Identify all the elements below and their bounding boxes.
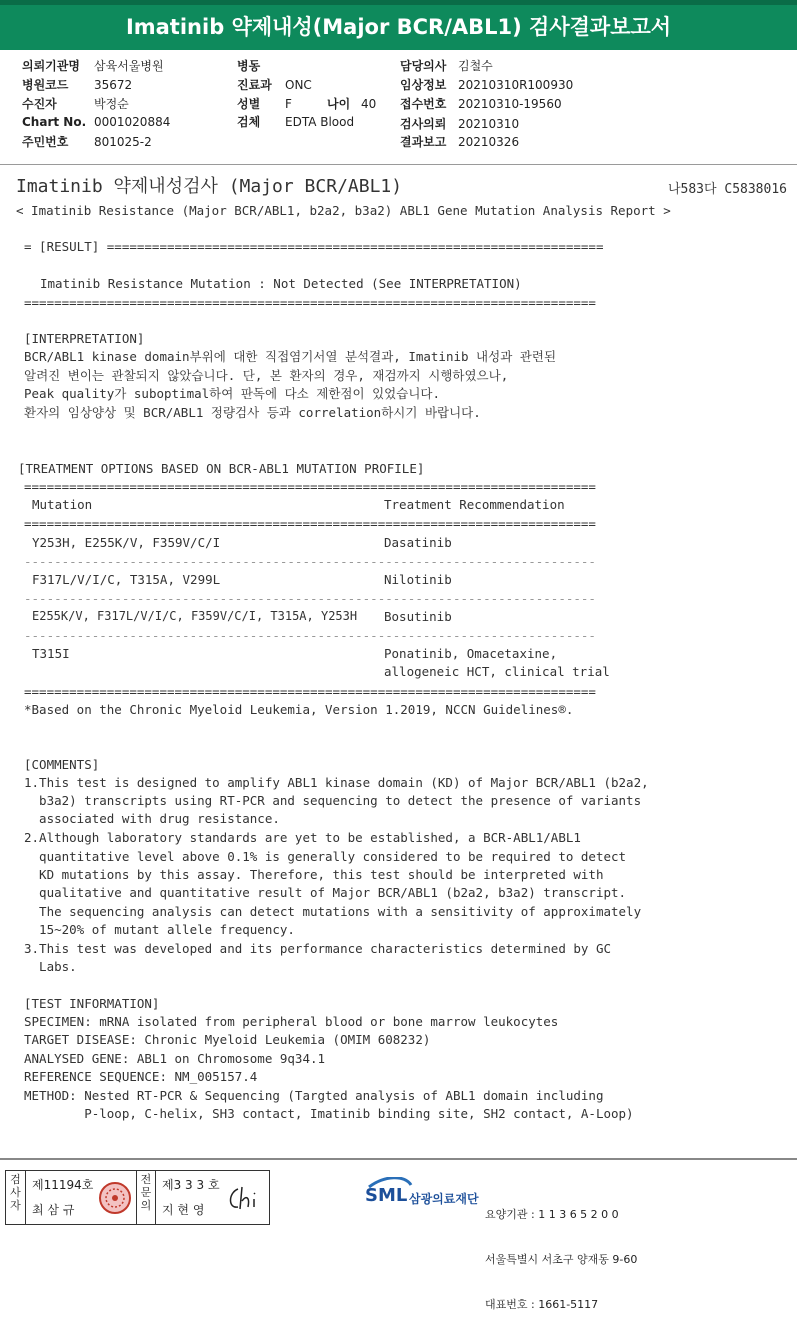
table-row-divider: ---------------------------------------------------------------------------- bbox=[24, 591, 596, 606]
treatment-header: [TREATMENT OPTIONS BASED ON BCR-ABL1 MUTATION PROFILE] bbox=[18, 461, 425, 476]
comment-line: 2.Although laboratory standards are yet to be established, a BCR-ABL1/ABL1 bbox=[24, 830, 581, 845]
testinfo-header: [TEST INFORMATION] bbox=[24, 996, 160, 1011]
info-specimen: 검체 EDTA Blood bbox=[237, 115, 355, 129]
info-receipt-no: 접수번호 20210310-19560 bbox=[400, 97, 562, 111]
info-doctor: 담당의사 김철수 bbox=[400, 59, 493, 73]
sml-logo-text: SML bbox=[365, 1185, 408, 1206]
inspector-label: 검사자 bbox=[10, 1173, 21, 1212]
patient-info-panel bbox=[0, 50, 797, 165]
table-row-treatment: Bosutinib bbox=[384, 609, 452, 624]
specialist-label: 전문의 bbox=[140, 1173, 152, 1212]
interpretation-line: Peak quality가 suboptimal하여 판독에 다소 제한점이 있었습니다. bbox=[24, 386, 440, 401]
table-row-treatment: Ponatinib, Omacetaxine, bbox=[384, 646, 558, 661]
footnote: *Based on the Chronic Myeloid Leukemia, Version 1.2019, NCCN Guidelines®. bbox=[24, 702, 574, 717]
info-ward: 병동 bbox=[237, 59, 261, 73]
report-footer bbox=[0, 1163, 797, 1311]
table-row-divider: ---------------------------------------------------------------------------- bbox=[24, 554, 596, 569]
interpretation-line: 환자의 임상양상 및 BCR/ABL1 정량검사 등과 correlation하시기 바랍니다. bbox=[24, 405, 481, 420]
table-row-treatment: Nilotinib bbox=[384, 572, 452, 587]
signature-box bbox=[5, 1170, 270, 1225]
comment-line: 1.This test is designed to amplify ABL1 kinase domain (KD) of Major BCR/ABL1 (b2a2, bbox=[24, 775, 649, 790]
org-location: 서울특별시 서초구 양재동 9-60 bbox=[485, 1253, 638, 1266]
org-name: 삼광의료재단 bbox=[409, 1192, 479, 1206]
result-text: Imatinib Resistance Mutation : Not Detected (See INTERPRETATION) bbox=[40, 276, 522, 291]
treatment-rule: ============================================================================ bbox=[24, 479, 596, 494]
table-row-mutation: E255K/V, F317L/V/I/C, F359V/C/I, T315A, Y253H bbox=[32, 609, 358, 623]
specialist-name: 지 현 영 bbox=[162, 1203, 205, 1217]
interpretation-line: BCR/ABL1 kinase domain부위에 대한 직접염기서열 분석결과, Imatinib 내성과 관련된 bbox=[24, 349, 557, 364]
table-row-treatment: allogeneic HCT, clinical trial bbox=[384, 664, 610, 679]
footer-divider bbox=[0, 1158, 797, 1160]
org-phone: 대표번호 : 1661-5117 bbox=[485, 1298, 599, 1311]
comment-line: 3.This test was developed and its performance characteristics determined by GC bbox=[24, 941, 611, 956]
comments-header: [COMMENTS] bbox=[24, 757, 100, 772]
testinfo-line: SPECIMEN: mRNA isolated from peripheral blood or bone marrow leukocytes bbox=[24, 1014, 559, 1029]
org-address bbox=[485, 1177, 637, 1342]
info-department: 진료과 ONC bbox=[237, 78, 312, 92]
info-resident-no: 주민번호 801025-2 bbox=[22, 135, 152, 149]
table-row-mutation: Y253H, E255K/V, F359V/C/I bbox=[32, 535, 221, 550]
org-institution-no: 요양기관 : 1 1 3 6 5 2 0 0 bbox=[485, 1208, 619, 1221]
testinfo-line: TARGET DISEASE: Chronic Myeloid Leukemia (OMIM 608232) bbox=[24, 1032, 431, 1047]
specialist-license-no: 제3 3 3 호 bbox=[162, 1178, 220, 1192]
report-title: Imatinib 약제내성검사 (Major BCR/ABL1) bbox=[16, 176, 403, 197]
seal-stamp bbox=[98, 1181, 132, 1215]
info-report-date: 결과보고 20210326 bbox=[400, 135, 520, 149]
comment-line: Labs. bbox=[24, 959, 77, 974]
comment-line: 15~20% of mutant allele frequency. bbox=[24, 922, 295, 937]
treatment-rule: ============================================================================ bbox=[24, 516, 596, 531]
result-header: = [RESULT] ================================================================== bbox=[24, 239, 604, 254]
testinfo-line: REFERENCE SEQUENCE: NM_005157.4 bbox=[24, 1069, 258, 1084]
table-row-mutation: T315I bbox=[32, 646, 70, 661]
treatment-col-recommendation: Treatment Recommendation bbox=[384, 497, 565, 512]
inspector-license-no: 제11194호 bbox=[32, 1178, 94, 1192]
comment-line: KD mutations by this assay. Therefore, this test should be interpreted with bbox=[24, 867, 604, 882]
table-row-divider: ---------------------------------------------------------------------------- bbox=[24, 628, 596, 643]
info-chart-no: Chart No. 0001020884 bbox=[22, 115, 171, 129]
comment-line: quantitative level above 0.1% is generally considered to be required to detect bbox=[24, 849, 627, 864]
handwritten-signature bbox=[224, 1183, 264, 1215]
interpretation-line: 알려진 변이는 관찰되지 않았습니다. 단, 본 환자의 경우, 재검까지 시행하였으나, bbox=[24, 368, 509, 383]
comment-line: b3a2) transcripts using RT-PCR and sequencing to detect the presence of variants bbox=[24, 793, 642, 808]
inspector-label-cell bbox=[6, 1171, 26, 1224]
interpretation-header: [INTERPRETATION] bbox=[24, 331, 145, 346]
report-title-bar bbox=[0, 0, 797, 50]
info-request-date: 검사의뢰 20210310 bbox=[400, 117, 520, 131]
result-rule: ============================================================================ bbox=[24, 295, 596, 310]
table-row-mutation: F317L/V/I/C, T315A, V299L bbox=[32, 572, 221, 587]
info-patient-name: 수진자 박정순 bbox=[22, 97, 129, 111]
info-hospital-code: 병원코드 35672 bbox=[22, 78, 133, 92]
inspector-name: 최 삼 규 bbox=[32, 1203, 75, 1217]
testinfo-line: P-loop, C-helix, SH3 contact, Imatinib binding site, SH2 contact, A-Loop) bbox=[24, 1106, 634, 1121]
treatment-col-mutation: Mutation bbox=[32, 497, 93, 512]
report-code: 나583다 C5838016 bbox=[667, 182, 787, 197]
report-subtitle: < Imatinib Resistance (Major BCR/ABL1, b2a2, b3a2) ABL1 Gene Mutation Analysis Report > bbox=[16, 203, 671, 218]
comment-line: qualitative and quantitative result of Major BCR/ABL1 (b2a2, b3a2) transcript. bbox=[24, 885, 627, 900]
testinfo-line: ANALYSED GENE: ABL1 on Chromosome 9q34.1 bbox=[24, 1051, 326, 1066]
comment-line: The sequencing analysis can detect mutations with a sensitivity of approximately bbox=[24, 904, 642, 919]
info-institution: 의뢰기관명 삼육서울병원 bbox=[22, 59, 164, 73]
comment-line: associated with drug resistance. bbox=[24, 811, 280, 826]
info-clinical: 임상정보 20210310R100930 bbox=[400, 78, 574, 92]
specialist-label-cell bbox=[136, 1171, 156, 1224]
treatment-rule: ============================================================================ bbox=[24, 684, 596, 699]
report-main-title: Imatinib 약제내성(Major BCR/ABL1) 검사결과보고서 bbox=[125, 15, 672, 39]
table-row-treatment: Dasatinib bbox=[384, 535, 452, 550]
info-sex: 성별 F 나이 40 bbox=[237, 97, 377, 111]
testinfo-line: METHOD: Nested RT-PCR & Sequencing (Targted analysis of ABL1 domain including bbox=[24, 1088, 604, 1103]
header-divider bbox=[0, 164, 797, 165]
